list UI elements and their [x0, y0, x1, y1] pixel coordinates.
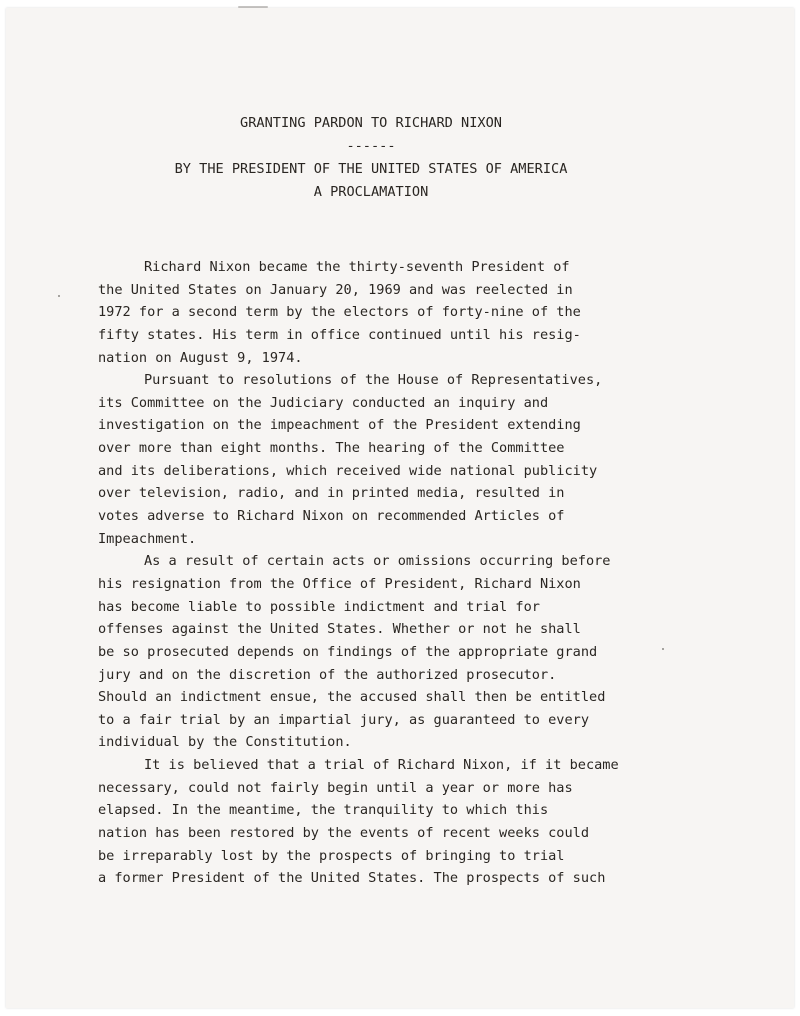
text-line: his resignation from the Office of President, Richard Nixon — [98, 575, 581, 592]
text-line: Pursuant to resolutions of the House of Representatives, — [144, 372, 603, 389]
text-line: investigation on the impeachment of the President extending — [98, 417, 581, 434]
text-line: Impeachment. — [98, 530, 197, 547]
text-line: fifty states. His term in office continued until his resig- — [98, 326, 581, 343]
title-divider: ------ — [346, 138, 396, 154]
text-line: It is believed that a trial of Richard Nixon, if it became — [144, 757, 619, 774]
text-line: over more than eight months. The hearing of the Committee — [98, 440, 565, 457]
proclamation-title: GRANTING PARDON TO RICHARD NIXON — [240, 115, 502, 131]
paper-speck — [238, 6, 268, 8]
text-line: As a result of certain acts or omissions occurring before — [144, 553, 611, 570]
proclamation-label: A PROCLAMATION — [313, 184, 429, 200]
text-line: votes adverse to Richard Nixon on recommended Articles of — [98, 508, 565, 525]
text-line: be irreparably lost by the prospects of bringing to trial — [98, 847, 565, 864]
text-line: Richard Nixon became the thirty-seventh President of — [144, 259, 570, 275]
text-line: elapsed. In the meantime, the tranquility to which this — [98, 802, 549, 819]
text-line: its Committee on the Judiciary conducted an inquiry and — [98, 394, 549, 411]
text-line: nation on August 9, 1974. — [98, 349, 303, 366]
text-line: Should an indictment ensue, the accused shall then be entitled — [98, 689, 606, 706]
text-line: and its deliberations, which received wide national publicity — [98, 462, 598, 479]
text-line: 1972 for a second term by the electors of forty-nine of the — [98, 304, 581, 321]
text-line: jury and on the discretion of the authorized prosecutor. — [98, 666, 557, 683]
text-line: a former President of the United States. The prospects of such — [98, 870, 606, 887]
proclamation-body — [98, 256, 698, 890]
text-line: necessary, could not fairly begin until a year or more has — [98, 779, 573, 796]
text-line: to a fair trial by an impartial jury, as guaranteed to every — [98, 711, 590, 728]
text-line: has become liable to possible indictment and trial for — [98, 598, 540, 615]
proclamation-subtitle: BY THE PRESIDENT OF THE UNITED STATES OF AMERICA — [174, 161, 568, 177]
text-line: the United States on January 20, 1969 and was reelected in — [98, 281, 573, 298]
document-page — [6, 8, 794, 1008]
text-line: offenses against the United States. Whether or not he shall — [98, 621, 581, 638]
paper-speck — [662, 648, 664, 650]
text-line: over television, radio, and in printed media, resulted in — [98, 485, 565, 502]
paper-speck — [58, 295, 60, 297]
text-line: be so prosecuted depends on findings of the appropriate grand — [98, 643, 598, 660]
text-line: nation has been restored by the events of recent weeks could — [98, 825, 590, 842]
text-line: individual by the Constitution. — [98, 734, 352, 751]
